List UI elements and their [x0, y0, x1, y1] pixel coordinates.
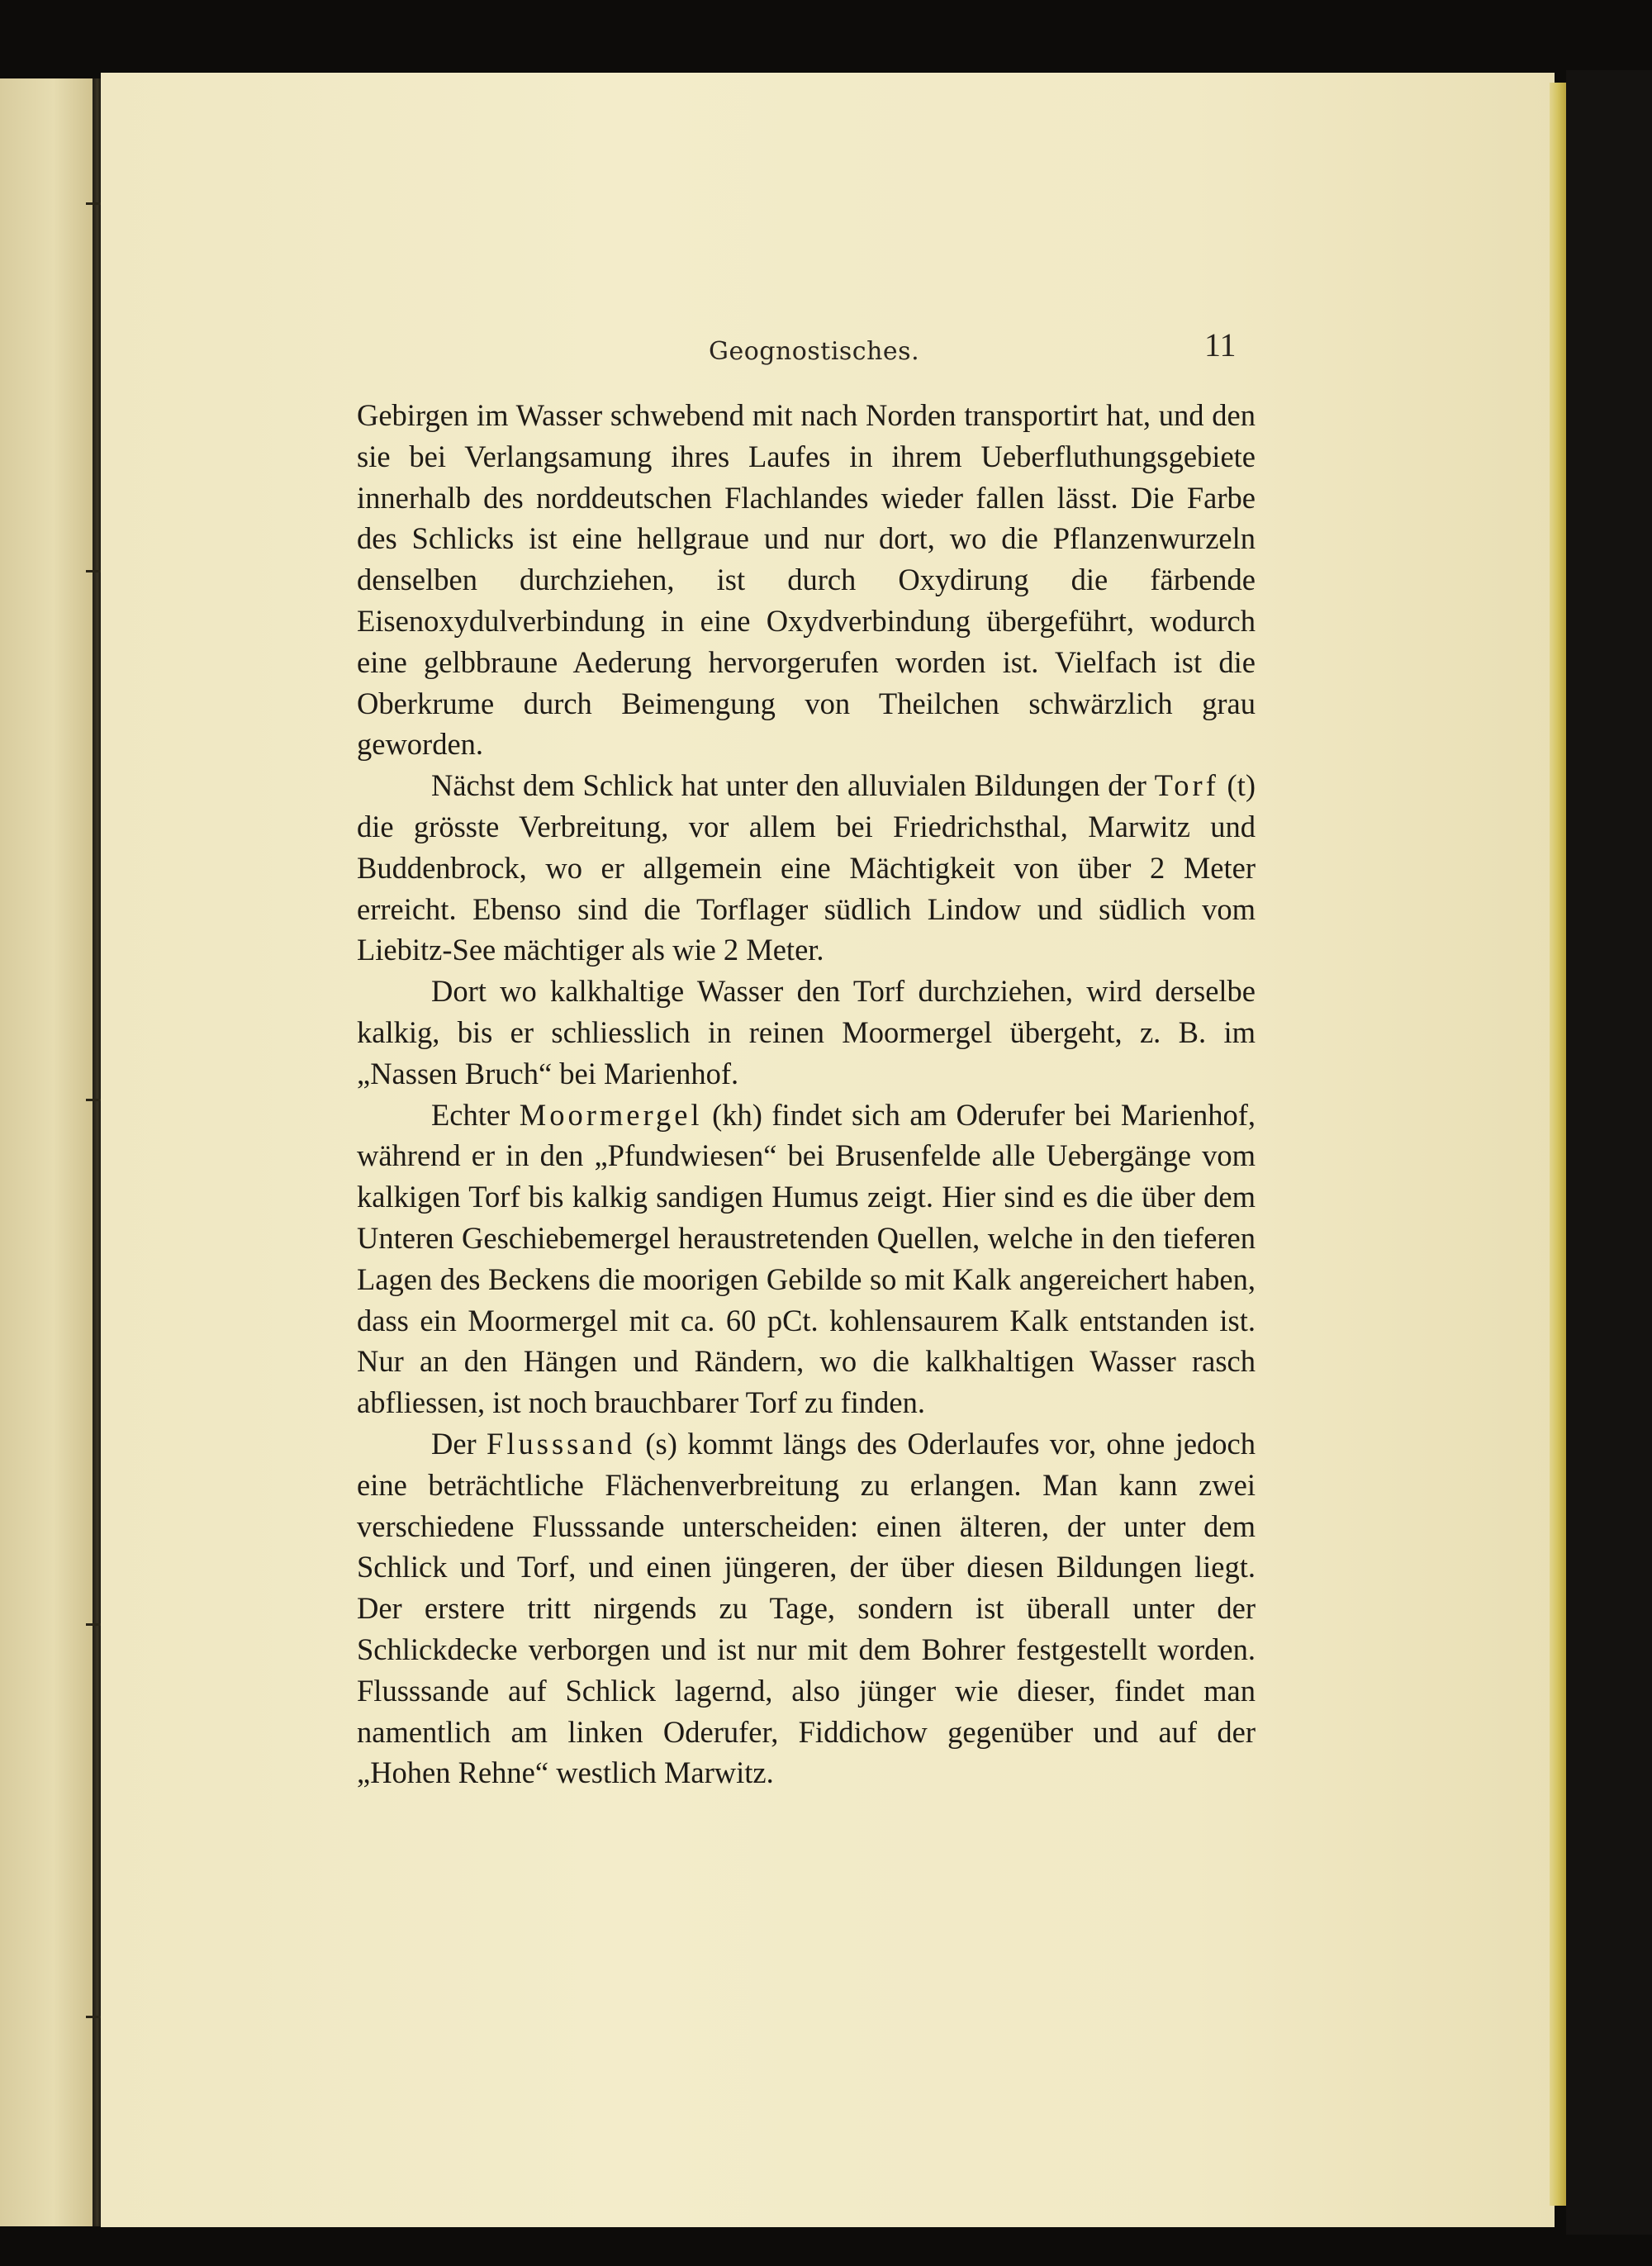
paragraph-text: Echter: [431, 1097, 520, 1132]
body-text: [357, 395, 1256, 1793]
page-edge-gilt: [1550, 83, 1566, 2206]
paragraph-text: kommt längs des Oderlaufes vor, ohne jedoch eine beträchtliche Flächenverbreitung zu erlangen. Man kann zwei verschiedene Flusssande unterscheiden: einen älteren, der unter dem Schlick und Torf, und einen jüngeren, der über diesen Bildungen liegt. Der erstere tritt nirgends zu Tage, sondern ist überall unter der Schlickdecke verborgen und ist nur mit dem Bohrer festgestellt worden. Flusssande auf Schlick lagernd, also jünger wie dieser, findet man namentlich am linken Oderufer, Fiddichow gegenüber und auf der „Hohen Rehne“ westlich Marwitz.: [357, 1426, 1256, 1790]
map-symbol: (t): [1218, 768, 1256, 803]
paragraph-text: die grösste Verbreitung, vor allem bei Friedrichsthal, Marwitz und Buddenbrock, wo er allgemein eine Mächtigkeit von über 2 Meter erreicht. Ebenso sind die Torflager südlich Lindow und südlich vom Liebitz-See mächtiger als wie 2 Meter.: [357, 809, 1256, 967]
paragraph: Gebirgen im Wasser schwebend mit nach Norden transportirt hat, und den sie bei Verlangsamung ihres Laufes in ihrem Ueberfluthungsgebiete innerhalb des norddeutschen Flachlandes wieder fallen lässt. Die Farbe des Schlicks ist eine hellgraue und nur dort, wo die Pflanzenwurzeln denselben durchziehen, ist durch Oxydirung die färbende Eisenoxydulverbindung in eine Oxydverbindung übergeführt, wodurch eine gelbbraune Aederung hervorgerufen worden ist. Vielfach ist die Oberkrume durch Beimengung von Theilchen schwärzlich grau geworden.: [357, 398, 1256, 762]
page-number: 11: [1204, 326, 1237, 363]
book-cover-right: [1566, 70, 1652, 2235]
spaced-term: Flusssand: [487, 1426, 636, 1461]
paragraph-text: Der: [431, 1426, 487, 1461]
spaced-term: Moormergel: [519, 1097, 703, 1132]
paragraph: Dort wo kalkhaltige Wasser den Torf durchziehen, wird derselbe kalkig, bis er schliesslich in reinen Moormergel übergeht, z. B. im „Nassen Bruch“ bei Marienhof.: [357, 974, 1256, 1090]
binding-stitch: [86, 1623, 101, 1626]
paragraph: [357, 765, 1256, 971]
paragraph: [357, 1423, 1256, 1793]
binding-stitch: [86, 2016, 101, 2018]
running-head: Geognostisches.: [709, 337, 920, 366]
paragraph: [357, 1095, 1256, 1423]
map-symbol: (kh): [702, 1097, 772, 1132]
map-symbol: (s): [635, 1426, 688, 1461]
left-page-edge: [0, 78, 97, 2226]
spaced-term: Torf: [1154, 768, 1219, 803]
binding-stitch: [86, 1099, 101, 1101]
paragraph-text: findet sich am Oderufer bei Marienhof, während er in den „Pfundwiesen“ bei Brusenfelde alle Uebergänge vom kalkigen Torf bis kalkig sandigen Humus zeigt. Hier sind es die über dem Unteren Geschiebemergel heraustretenden Quellen, welche in den tieferen Lagen des Beckens die moorigen Gebilde so mit Kalk angereichert haben, dass ein Moormergel mit ca. 60 pCt. kohlensaurem Kalk entstanden ist. Nur an den Hängen und Rändern, wo die kalkhaltigen Wasser rasch abfliessen, ist noch brauchbarer Torf zu finden.: [357, 1097, 1256, 1420]
binding-stitch: [86, 202, 101, 205]
page-header: [0, 321, 1652, 370]
paragraph-text: Nächst dem Schlick hat unter den alluvialen Bildungen der: [431, 768, 1155, 803]
binding-gutter: [93, 78, 101, 2226]
binding-stitch: [86, 570, 101, 572]
